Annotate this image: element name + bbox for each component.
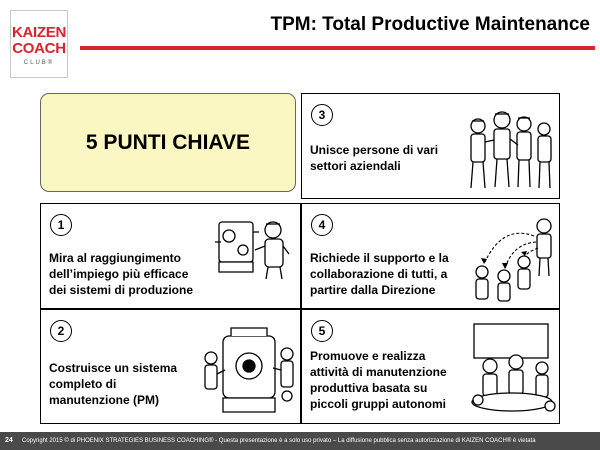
- point-panel-2: [40, 309, 301, 424]
- point-5-line-1: Promuove e realizza: [310, 349, 426, 363]
- point-text-5: [310, 348, 447, 412]
- logo-line-3: CLUB®: [23, 60, 55, 66]
- footer-bar: [0, 432, 600, 450]
- point-4-line-2: collaborazione di tutti, a: [310, 267, 448, 281]
- point-4-line-3: partire dalla Direzione: [310, 283, 436, 297]
- point-1-line-2: dell’impiego più efficace: [49, 267, 189, 281]
- machine-inspection-illustration: [201, 324, 297, 418]
- point-panel-4: [301, 203, 560, 309]
- point-text-3: [310, 142, 438, 174]
- point-number-5: 5: [311, 320, 333, 342]
- point-1-line-3: dei sistemi di produzione: [49, 283, 194, 297]
- point-4-line-1: Richiede il supporto e la: [310, 251, 449, 265]
- organization-hierarchy-illustration: [472, 214, 558, 304]
- point-2-line-1: Costruisce un sistema: [49, 361, 178, 375]
- point-panel-5: [301, 309, 560, 424]
- point-text-1: [49, 250, 193, 298]
- point-2-line-3: manutenzione (PM): [49, 393, 159, 407]
- key-points-title: 5 PUNTI CHIAVE: [85, 131, 251, 154]
- logo-line-1: KAIZEN: [11, 24, 67, 41]
- point-number-4: 4: [311, 214, 333, 236]
- point-text-2: [49, 360, 177, 408]
- kaizen-coach-logo: [10, 10, 68, 78]
- point-number-2: 2: [50, 320, 72, 342]
- point-1-line-1: Mira al raggiungimento: [49, 251, 182, 265]
- point-number-1: 1: [50, 214, 72, 236]
- point-text-4: [310, 250, 449, 298]
- worker-at-machine-illustration: [213, 212, 297, 280]
- page-number: 24: [5, 437, 13, 444]
- copyright-notice: Copyright 2015 © di PHOENIX STRATEGIES BUSINESS COACHING® - Questa presentazione è a solo uso privato – La diffusione pubblica senza autorizzazione di KAIZEN COACH® è vietata: [22, 438, 536, 444]
- team-workers-illustration: [464, 104, 556, 192]
- point-number-3: 3: [311, 104, 333, 126]
- point-5-line-4: piccoli gruppi autonomi: [310, 397, 446, 411]
- header-rule: [80, 46, 595, 50]
- point-5-line-3: produttiva basata su: [310, 381, 428, 395]
- logo-line-2: COACH: [12, 40, 66, 57]
- point-5-line-2: attività di manutenzione: [310, 365, 447, 379]
- slide-title: TPM: Total Productive Maintenance: [270, 14, 590, 35]
- point-panel-1: [40, 203, 301, 309]
- key-points-panel: [40, 93, 296, 192]
- point-3-line-2: settori aziendali: [310, 159, 401, 173]
- point-2-line-2: completo di: [49, 377, 117, 391]
- team-meeting-illustration: [466, 320, 558, 420]
- point-3-line-1: Unisce persone di vari: [310, 143, 439, 157]
- point-panel-3: [301, 93, 560, 199]
